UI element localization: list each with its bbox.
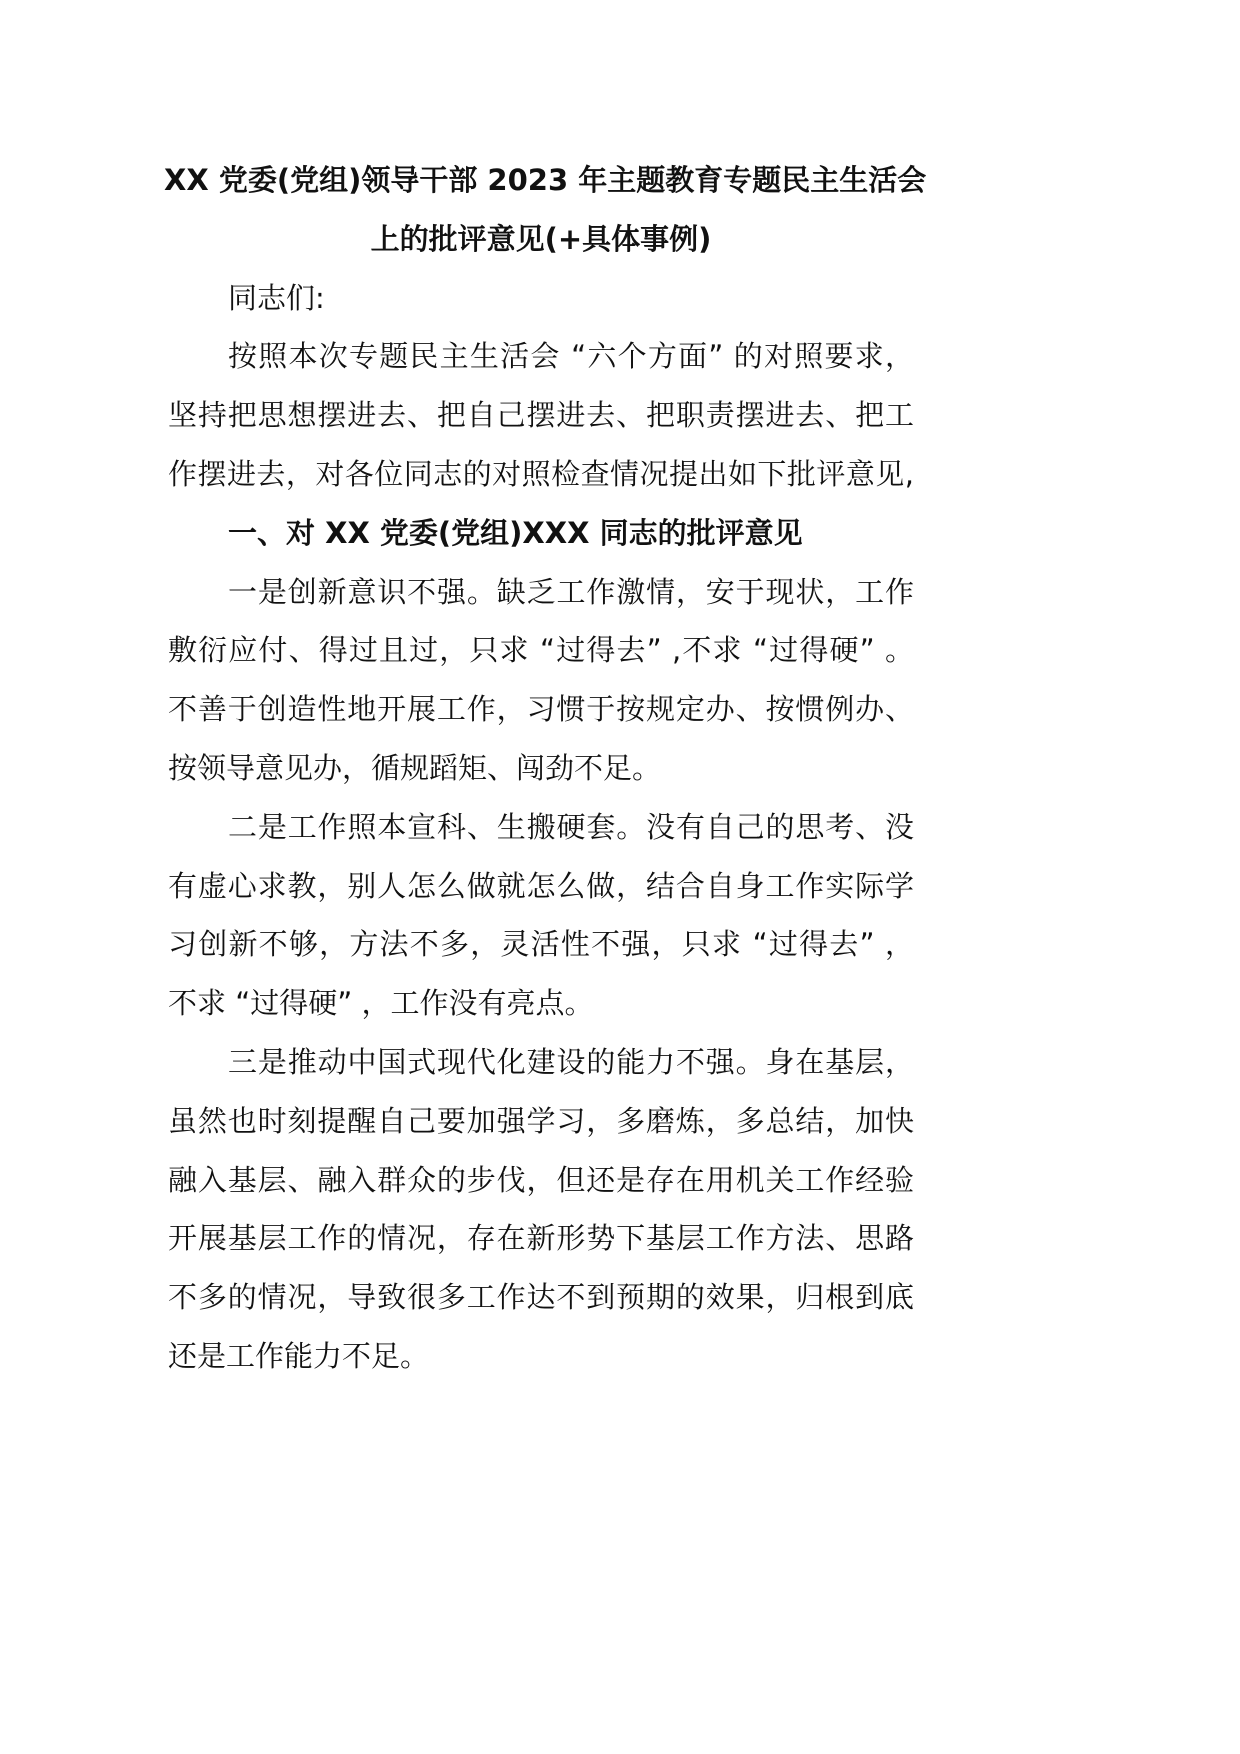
paragraph-line: 不善于创造性地开展工作，习惯于按规定办、按惯例办、 [168,692,914,727]
paragraph-line: 作摆进去，对各位同志的对照检查情况提出如下批评意见, [168,456,914,491]
paragraph-line: 有虚心求教，别人怎么做就怎么做，结合自身工作实际学 [168,868,914,903]
paragraph-line: 按照本次专题民主生活会 “六个方面” 的对照要求， [228,339,914,374]
section-heading: 一、对 XX 党委(党组)XXX 同志的批评意见 [228,515,803,550]
paragraph-line: 不多的情况，导致很多工作达不到预期的效果，归根到底 [168,1280,914,1315]
paragraph-line: 虽然也时刻提醒自己要加强学习，多磨炼，多总结，加快 [168,1103,914,1138]
paragraph-line: 按领导意见办，循规蹈矩、闯劲不足。 [168,750,662,785]
paragraph-line: 坚持把思想摆进去、把自己摆进去、把职责摆进去、把工 [168,398,914,433]
document-page [164,151,927,1386]
salutation: 同志们: [228,280,325,315]
intro-paragraph [168,327,914,503]
paragraph-line: 敷衍应付、得过且过，只求 “过得去” ,不求 “过得硬” 。 [168,633,914,668]
document-title-line-1: XX 党委(党组)领导干部 2023 年主题教育专题民主生活会 [164,163,927,197]
paragraph-line: 三是推动中国式现代化建设的能力不强。身在基层， [228,1044,914,1079]
point-2-paragraph [168,798,914,1033]
paragraph-line: 二是工作照本宣科、生搬硬套。没有自己的思考、没 [228,809,914,844]
document-title-line-2: 上的批评意见(+具体事例) [370,221,712,256]
paragraph-line: 一是创新意识不强。缺乏工作激情，安于现状，工作 [228,574,914,609]
paragraph-line: 开展基层工作的情况，存在新形势下基层工作方法、思路 [168,1221,914,1256]
point-1-paragraph [168,563,914,798]
paragraph-line: 不求 “过得硬” ，工作没有亮点。 [168,986,594,1021]
paragraph-line: 习创新不够，方法不多，灵活性不强，只求 “过得去” ， [168,927,914,962]
paragraph-line: 还是工作能力不足。 [168,1338,430,1373]
paragraph-line: 融入基层、融入群众的步伐，但还是存在用机关工作经验 [168,1162,914,1197]
point-3-paragraph [168,1033,914,1386]
